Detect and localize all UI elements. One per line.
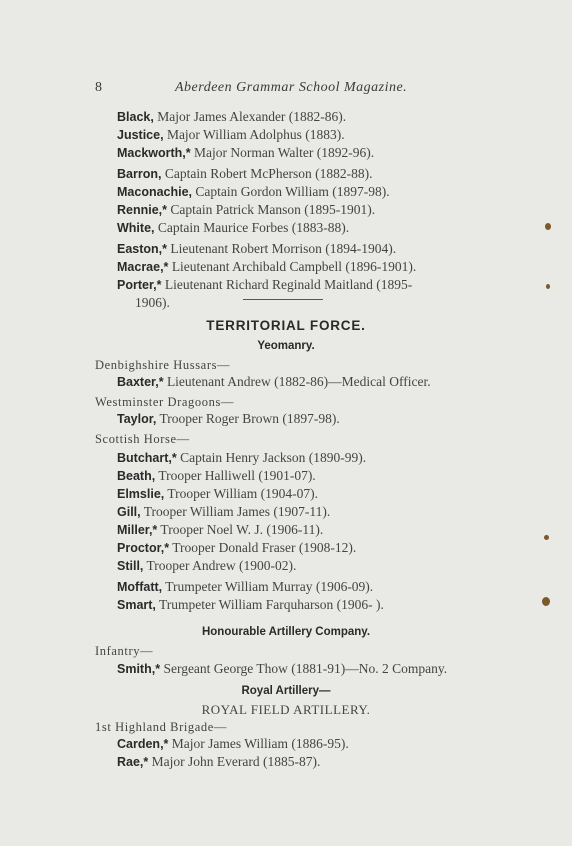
running-title: Aberdeen Grammar School Magazine.: [175, 80, 408, 95]
entry-still: Still, Trooper Andrew (1900-02).: [117, 558, 297, 573]
entry-justice: Justice, Major William Adolphus (1883).: [117, 127, 345, 142]
entry-taylor: Taylor, Trooper Roger Brown (1897-98).: [117, 411, 340, 426]
section-divider: [243, 299, 323, 300]
entry-smart: Smart, Trumpeter William Farquharson (1906- ).: [117, 597, 384, 612]
yeomanry-heading: Yeomanry.: [257, 340, 315, 352]
paper-spot: [542, 597, 550, 606]
page-number: 8: [95, 80, 102, 95]
entry-smith: Smith,* Sergeant George Thow (1881-91)—No. 2 Company.: [117, 661, 448, 676]
entry-proctor: Proctor,* Trooper Donald Fraser (1908-12).: [117, 540, 357, 555]
paper-spot: [545, 223, 551, 230]
entry-porter-continuation: 1906).: [135, 295, 170, 310]
territorial-force-heading: TERRITORIAL FORCE.: [206, 318, 366, 333]
entry-rae: Rae,* Major John Everard (1885-87).: [117, 754, 321, 769]
entry-barron: Barron, Captain Robert McPherson (1882-88).: [117, 166, 373, 181]
entry-elmslie: Elmslie, Trooper William (1904-07).: [117, 486, 318, 501]
paper-spot: [546, 284, 550, 289]
page-header: [95, 80, 515, 100]
hac-heading: Honourable Artillery Company.: [201, 626, 371, 638]
entry-beath: Beath, Trooper Halliwell (1901-07).: [117, 468, 316, 483]
entry-butchart: Butchart,* Captain Henry Jackson (1890-99).: [117, 450, 367, 465]
regiment-scottish-horse: Scottish Horse—: [95, 432, 190, 446]
royal-field-artillery-subheading: ROYAL FIELD ARTILLERY.: [201, 702, 371, 717]
entry-carden: Carden,* Major James William (1886-95).: [117, 736, 349, 751]
entry-maconachie: Maconachie, Captain Gordon William (1897-98).: [117, 184, 390, 199]
entry-porter: Porter,* Lieutenant Richard Reginald Maitland (1895-: [117, 277, 413, 292]
paper-spot: [544, 535, 549, 540]
entry-miller: Miller,* Trooper Noel W. J. (1906-11).: [117, 522, 324, 537]
entry-black: Black, Major James Alexander (1882-86).: [117, 109, 347, 124]
regiment-denbighshire: Denbighshire Hussars—: [95, 358, 231, 372]
regiment-westminster: Westminster Dragoons—: [95, 395, 235, 409]
regiment-highland-brigade: 1st Highland Brigade—: [95, 720, 228, 734]
entry-gill: Gill, Trooper William James (1907-11).: [117, 504, 331, 519]
entry-macrae: Macrae,* Lieutenant Archibald Campbell (1896-1901).: [117, 259, 417, 274]
entry-moffatt: Moffatt, Trumpeter William Murray (1906-09).: [117, 579, 374, 594]
regiment-infantry: Infantry—: [95, 644, 154, 658]
entry-mackworth: Mackworth,* Major Norman Walter (1892-96).: [117, 145, 375, 160]
entry-white: White, Captain Maurice Forbes (1883-88).: [117, 220, 350, 235]
entry-rennie: Rennie,* Captain Patrick Manson (1895-1901).: [117, 202, 376, 217]
entry-baxter: Baxter,* Lieutenant Andrew (1882-86)—Medical Officer.: [117, 374, 431, 389]
entry-easton: Easton,* Lieutenant Robert Morrison (1894-1904).: [117, 241, 397, 256]
royal-artillery-heading: Royal Artillery—: [241, 685, 331, 697]
